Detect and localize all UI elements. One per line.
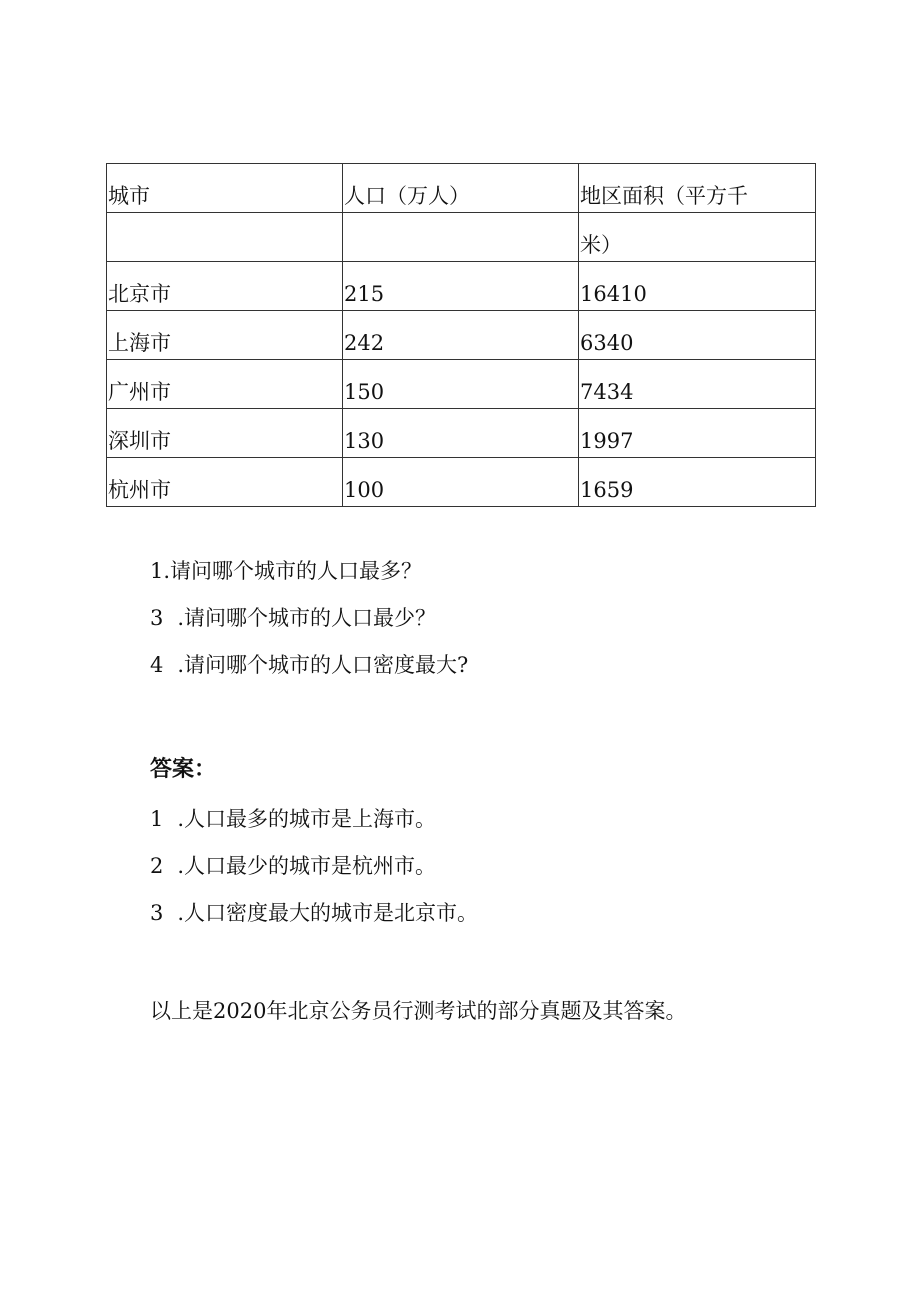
header-population-empty [343,213,579,262]
cell-population: 242 [343,311,579,360]
header-city-empty [107,213,343,262]
header-city-label: 城市 [108,184,150,208]
answer-list [150,801,478,942]
cell-area: 1659 [579,458,816,507]
header-population [343,164,579,213]
answer-number: 3 [150,901,164,925]
question-item [150,600,468,645]
answer-item [150,848,478,893]
table-row [107,311,816,360]
answer-item [150,801,478,846]
cell-city: 深圳市 [107,409,343,458]
cell-population: 130 [343,409,579,458]
question-text: .请问哪个城市的人口密度最大? [177,653,469,677]
question-text: .请问哪个城市的人口最少？ [177,606,437,630]
cell-area: 7434 [579,360,816,409]
cell-population: 100 [343,458,579,507]
cell-city: 广州市 [107,360,343,409]
cell-population: 150 [343,360,579,409]
cell-population: 215 [343,262,579,311]
cell-city: 北京市 [107,262,343,311]
table-row [107,458,816,507]
table-row [107,262,816,311]
answer-item [150,895,478,940]
table-row [107,360,816,409]
table-row [107,409,816,458]
header-area-label-continued: 米） [580,233,622,257]
header-city [107,164,343,213]
header-area-label: 地区面积（平方千 [580,184,748,208]
question-item [150,553,468,598]
header-population-label: 人口（万人） [344,184,470,208]
answer-text: .人口最少的城市是杭州市。 [177,854,437,878]
cell-city: 杭州市 [107,458,343,507]
closing-paragraph: 以上是2020年北京公务员行测考试的部分真题及其答案。 [150,999,687,1023]
city-data-table [106,163,816,507]
cell-area: 16410 [579,262,816,311]
question-text: 请问哪个城市的人口最多？ [170,559,423,583]
table-header-continuation-row [107,213,816,262]
table-header-row [107,164,816,213]
answer-number: 1 [150,807,164,831]
answer-text: .人口最多的城市是上海市。 [177,807,437,831]
answer-number: 2 [150,854,164,878]
answer-text: .人口密度最大的城市是北京市。 [177,901,479,925]
cell-area: 1997 [579,409,816,458]
question-list [150,553,468,694]
question-number: 3 [150,606,164,630]
question-item [150,647,468,692]
question-number: 4 [150,653,164,677]
header-area [579,164,816,213]
cell-area: 6340 [579,311,816,360]
cell-city: 上海市 [107,311,343,360]
answer-heading: 答案： [150,757,217,782]
question-number: 1. [150,559,171,583]
header-area-continued [579,213,816,262]
